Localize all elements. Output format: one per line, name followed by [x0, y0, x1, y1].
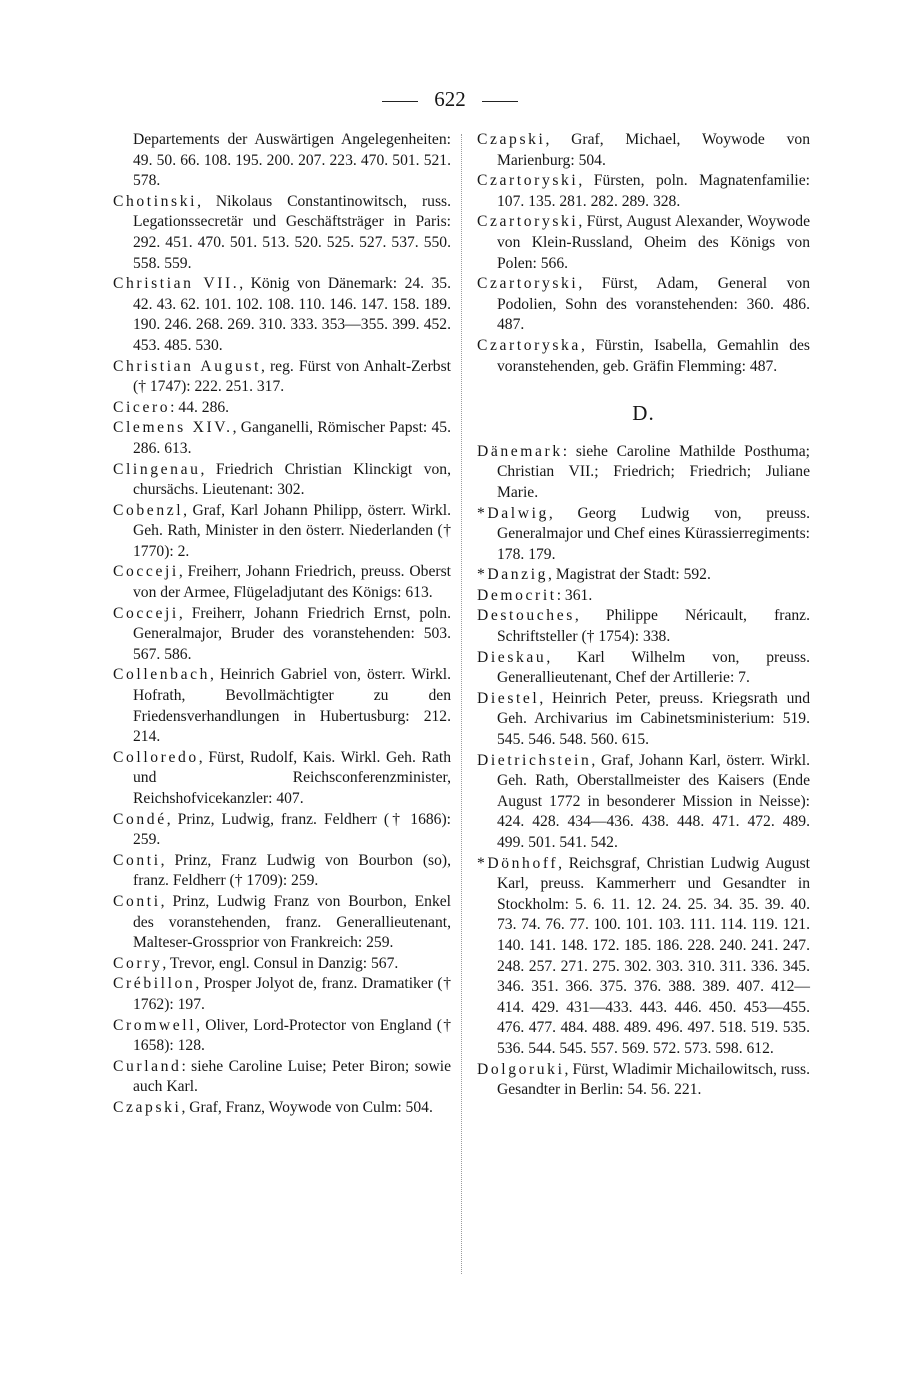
index-entry [477, 274, 810, 336]
entry-head: Crébillon [113, 975, 196, 993]
entry-head: Dänemark [477, 442, 563, 460]
entry-head: Chotinski [113, 192, 198, 210]
index-entry [113, 1057, 451, 1098]
column-divider [461, 134, 462, 1274]
entry-head: Colloredo [113, 748, 199, 766]
entry-text: , Nikolaus Constantinowitsch, russ. Legationssecretär und Geschäftsträger in Paris: 292. 451. 470. 501. 513. 520. 525. 527. 537. 550. 558. 559. [133, 192, 451, 272]
entry-text: , Magistrat der Stadt: 592. [548, 566, 711, 584]
index-entry [113, 1098, 451, 1119]
entry-head: Cobenzl [113, 501, 184, 519]
entry-head: Czapski [113, 1098, 182, 1116]
entry-text: , Karl Wilhelm von, preuss. Generallieutenant, Chef der Artillerie: 7. [497, 648, 810, 687]
index-entry [113, 954, 451, 975]
index-entry [113, 398, 451, 419]
index-entry [477, 130, 810, 171]
page-number: 622 [434, 87, 466, 111]
index-entry [477, 854, 810, 1060]
entry-head: Dolgoruki [477, 1060, 565, 1078]
index-entry [113, 974, 451, 1015]
index-entry [113, 851, 451, 892]
index-entry [113, 418, 451, 459]
index-entry [113, 892, 451, 954]
right-column-bottom [477, 442, 810, 1101]
entry-text: , Ganganelli, Römischer Papst: 45. 286. 613. [133, 419, 451, 457]
left-rule [382, 101, 418, 102]
entry-text: , Prinz, Ludwig Franz von Bourbon, Enkel des voranstehenden, franz. Generallieutenant, Malteser-Grossprior von Frankreich: 259. [133, 892, 451, 952]
index-entry [113, 810, 451, 851]
entry-text: , Fürstin, Isabella, Gemahlin des voranstehenden, geb. Gräfin Flemming: 487. [497, 336, 810, 375]
index-entry [477, 648, 810, 689]
entry-head: Czartoryska [477, 336, 581, 354]
index-entry [477, 336, 810, 377]
entry-text: , reg. Fürst von Anhalt-Zerbst († 1747): 222. 251. 317. [133, 357, 451, 396]
section-letter: D. [632, 401, 655, 426]
entry-text: , Graf, Karl Johann Philipp, österr. Wirkl. Geh. Rath, Minister in den österr. Niederlanden († 1770): 2. [133, 501, 451, 560]
index-entry [477, 171, 810, 212]
page-number-line [0, 86, 900, 112]
entry-text: , Friedrich Christian Klinckigt von, chursächs. Lieutenant: 302. [133, 460, 451, 499]
entry-head: Conti [113, 892, 161, 910]
index-entry [113, 562, 451, 603]
entry-head: Curland [113, 1057, 182, 1075]
right-column-top [477, 130, 810, 377]
entry-head: *Danzig [477, 566, 549, 584]
entry-head: Democrit [477, 586, 557, 604]
entry-head: Clemens XIV. [113, 419, 233, 437]
entry-head: Corry [113, 954, 163, 972]
index-entry [477, 212, 810, 274]
index-entry [477, 442, 810, 504]
entry-text: , König von Dänemark: 24. 35. 42. 43. 62. 101. 102. 108. 110. 146. 147. 158. 189. 190. 246. 268. 269. 310. 333. 353—355. 399. 452. 453. 485. 530. [133, 275, 451, 354]
entry-text: , Philippe Néricault, franz. Schriftsteller († 1754): 338. [497, 607, 810, 646]
entry-text: , Prosper Jolyot de, franz. Dramatiker († 1762): 197. [133, 975, 451, 1013]
entry-text: , Fürst, Rudolf, Kais. Wirkl. Geh. Rath und Reichsconferenzminister, Reichshofvicekanzler: 407. [133, 748, 451, 807]
entry-head: *Dönhoff [477, 854, 559, 872]
index-entry [113, 501, 451, 563]
index-entry [477, 689, 810, 751]
entry-head: Dietrichstein [477, 751, 592, 769]
entry-text: , Prinz, Ludwig, franz. Feldherr († 1686): 259. [133, 810, 451, 849]
index-entry [113, 748, 451, 810]
entry-head: Destouches [477, 607, 575, 625]
entry-text: , Freiherr, Johann Friedrich, preuss. Oberst von der Armee, Flügeladjutant des Königs: 613. [133, 563, 451, 602]
entry-head: Cocceji [113, 563, 179, 581]
index-entry [113, 192, 451, 274]
index-entry [113, 274, 451, 356]
entry-head: *Dalwig [477, 504, 549, 522]
right-rule [482, 101, 518, 102]
entry-text: , Graf, Johann Karl, österr. Wirkl. Geh. Rath, Oberstallmeister des Kaisers (Ende August 1772 in besonderer Mission in Neisse): 424. 428. 434—436. 438. 448. 471. 472. 489. 499. 501. 541. 542. [497, 751, 810, 851]
left-column [113, 130, 451, 1119]
index-entry [477, 1060, 810, 1101]
index-entry [113, 1016, 451, 1057]
entry-text: : siehe Caroline Mathilde Posthuma; Christian VII.; Friedrich; Friedrich; Juliane Marie. [497, 442, 810, 501]
entry-head: Clingenau [113, 460, 201, 478]
entry-head: Condé [113, 810, 167, 828]
entry-text: , Heinrich Peter, preuss. Kriegsrath und Geh. Archivarius im Cabinetsministerium: 519. 545. 546. 548. 560. 615. [497, 689, 810, 749]
entry-text: Departements der Auswärtigen Angelegenheiten: 49. 50. 66. 108. 195. 200. 207. 223. 470. 501. 521. 578. [133, 131, 451, 190]
entry-head: Diestel [477, 689, 540, 707]
index-entry [113, 357, 451, 398]
entry-text: , Trevor, engl. Consul in Danzig: 567. [162, 954, 399, 972]
index-entry [477, 565, 810, 586]
index-entry [113, 460, 451, 501]
entry-text: , Freiherr, Johann Friedrich Ernst, poln. Generalmajor, Bruder des voranstehenden: 503. 567. 586. [133, 604, 451, 663]
entry-text: , Reichsgraf, Christian Ludwig August Karl, preuss. Kammerherr und Gesandter in Stockholm: 5. 6. 11. 12. 24. 25. 34. 35. 39. 40. 73. 74. 76. 77. 100. 101. 103. 111. 114. 119. 121. 140. 141. 148. 172. 185. 186. 228. 240. 241. 247. 248. 257. 271. 275. 302. 303. 310. 311. 336. 345. 346. 351. 366. 375. 376. 388. 389. 407. 412—414. 429. 431—433. 443. 446. 450. 453—455. 476. 477. 484. 488. 489. 496. 497. 518. 519. 535. 536. 544. 545. 557. 569. 572. 573. 598. 612. [497, 854, 810, 1057]
entry-text: , Prinz, Franz Ludwig von Bourbon (so), franz. Feldherr († 1709): 259. [133, 851, 451, 890]
entry-text: : 44. 286. [170, 398, 230, 416]
entry-text: , Fürst, August Alexander, Woywode von Klein-Russland, Oheim des Königs von Polen: 566. [497, 213, 810, 272]
entry-text: , Georg Ludwig von, preuss. Generalmajor und Chef eines Kürassierregiments: 178. 179. [497, 504, 810, 563]
index-entry [477, 504, 810, 566]
entry-head: Cicero [113, 398, 171, 416]
entry-head: Cromwell [113, 1016, 197, 1034]
index-entry [113, 665, 451, 747]
entry-text: , Oliver, Lord-Protector von England († 1658): 128. [133, 1016, 451, 1055]
entry-text: , Graf, Franz, Woywode von Culm: 504. [181, 1098, 433, 1116]
index-entry [477, 751, 810, 854]
index-entry [477, 606, 810, 647]
entry-head: Collenbach [113, 666, 211, 684]
index-entry [113, 604, 451, 666]
entry-head: Conti [113, 851, 161, 869]
index-entry [477, 586, 810, 607]
entry-text: , Heinrich Gabriel von, österr. Wirkl. Hofrath, Bevollmächtigter zu den Friedensverhandlungen in Hubertusburg: 212. 214. [133, 666, 451, 746]
entry-head: Czapski [477, 131, 546, 148]
entry-head: Christian VII. [113, 275, 240, 293]
entry-text: : siehe Caroline Luise; Peter Biron; sowie auch Karl. [133, 1057, 451, 1096]
entry-text: , Fürst, Wladimir Michailowitsch, russ. Gesandter in Berlin: 54. 56. 221. [497, 1060, 810, 1099]
entry-text: , Fürst, Adam, General von Podolien, Sohn des voranstehenden: 360. 486. 487. [497, 275, 810, 334]
entry-head: Czartoryski [477, 213, 579, 231]
entry-head: Czartoryski [477, 172, 579, 190]
entry-head: Cocceji [113, 604, 179, 622]
right-column [477, 130, 810, 1101]
entry-head: Dieskau [477, 648, 547, 666]
entry-text: , Fürsten, poln. Magnatenfamilie: 107. 135. 281. 282. 289. 328. [497, 172, 810, 210]
entry-head: Czartoryski [477, 275, 579, 293]
index-entry [113, 130, 451, 192]
entry-text: , Graf, Michael, Woywode von Marienburg: 504. [497, 131, 810, 169]
entry-head: Christian August [113, 357, 262, 375]
entry-text: : 361. [556, 586, 593, 604]
